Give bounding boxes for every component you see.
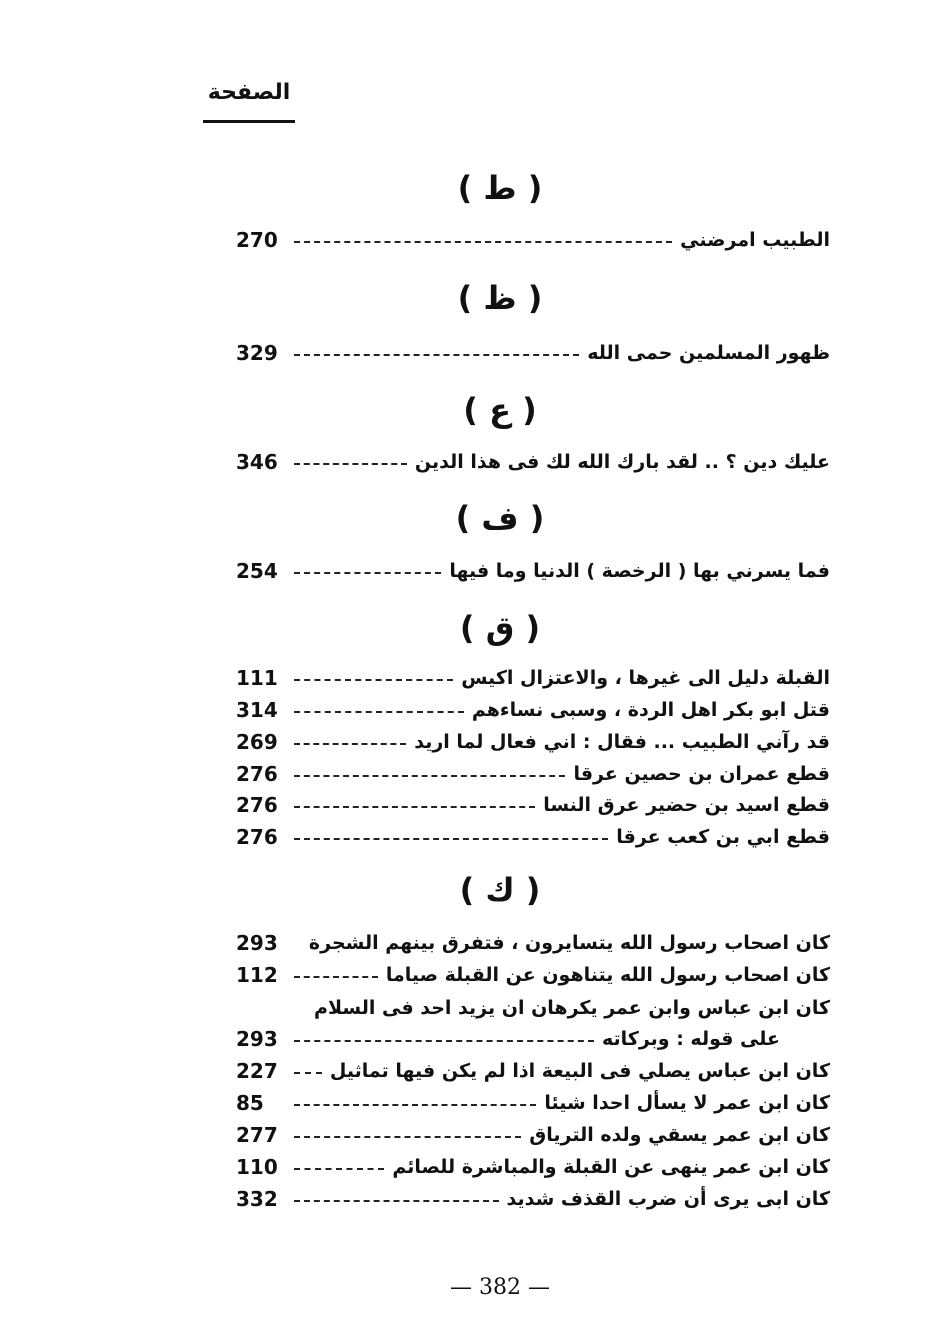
leader-dots — [294, 976, 378, 978]
leader-dots — [294, 806, 535, 808]
entry-page-number: 276 — [236, 762, 278, 786]
index-entry — [236, 1120, 830, 1150]
entry-page-number: 110 — [236, 1155, 278, 1179]
index-entry — [236, 928, 830, 958]
entry-page-number: 276 — [236, 793, 278, 817]
leader-dots — [294, 572, 441, 574]
entry-title: فما يسرني بها ( الرخصة ) الدنيا وما فيها — [449, 560, 830, 582]
index-entry — [236, 822, 830, 852]
entry-title: كان ابن عباس يصلي فى البيعة اذا لم يكن فيها تماثيل — [329, 1060, 830, 1082]
entry-title: كان ابى يرى أن ضرب القذف شديد — [506, 1188, 830, 1210]
entry-page-number: 329 — [236, 341, 278, 365]
entry-page-number: 276 — [236, 825, 278, 849]
index-entry — [236, 225, 830, 255]
entry-title: كان اصحاب رسول الله يتناهون عن القبلة صياما — [385, 964, 830, 986]
leader-dots — [294, 1136, 521, 1138]
entry-title: الطبيب امرضني — [680, 229, 830, 251]
page-number-footer: — 382 — — [450, 1275, 550, 1300]
leader-dots — [294, 743, 406, 745]
entry-title: قطع اسيد بن حضير عرق النسا — [543, 794, 830, 816]
section-letter-kaf: ( ك ) — [459, 871, 541, 909]
leader-dots — [294, 1040, 594, 1042]
leader-dots — [294, 241, 672, 243]
leader-dots — [294, 679, 453, 681]
leader-dots — [294, 463, 407, 465]
entry-title: كان ابن عمر لا يسأل احدا شيئا — [544, 1092, 830, 1114]
entry-page-number: 112 — [236, 963, 278, 987]
entry-title: قطع ابي بن كعب عرقا — [616, 826, 830, 848]
entry-page-number: 254 — [236, 559, 278, 583]
index-entry — [236, 1184, 830, 1214]
entry-page-number: 314 — [236, 698, 278, 722]
header-underline — [203, 120, 295, 123]
leader-dots — [294, 1168, 384, 1170]
entry-title: ظهور المسلمين حمى الله — [587, 342, 830, 364]
entry-title: قد رآني الطبيب ... فقال : اني فعال لما اريد — [414, 731, 830, 753]
entry-page-number: 277 — [236, 1123, 278, 1147]
entry-page-number: 346 — [236, 450, 278, 474]
leader-dots — [294, 1104, 536, 1106]
index-entry — [236, 727, 830, 757]
entry-title: القبلة دليل الى غيرها ، والاعتزال اكيس — [461, 667, 830, 689]
entry-page-number: 332 — [236, 1187, 278, 1211]
leader-dots — [294, 775, 565, 777]
entry-page-number: 270 — [236, 228, 278, 252]
section-letter-za: ( ظ ) — [457, 279, 543, 317]
entry-title: قطع عمران بن حصين عرقا — [573, 763, 830, 785]
index-entry — [236, 338, 830, 368]
entry-page-number: 269 — [236, 730, 278, 754]
index-entry — [236, 556, 830, 586]
section-letter-fa: ( ف ) — [455, 499, 545, 537]
entry-page-number: 111 — [236, 666, 278, 690]
entry-page-number: 293 — [236, 1027, 278, 1051]
leader-dots — [294, 711, 464, 713]
entry-page-number: 293 — [236, 931, 278, 955]
entry-title: على قوله : وبركاته — [601, 1028, 780, 1050]
index-entry-first-line: كان ابن عباس وابن عمر يكرهان ان يزيد احد فى السلام — [314, 997, 830, 1019]
index-entry — [236, 759, 830, 789]
entry-title: كان اصحاب رسول الله يتسايرون ، فتفرق بينهم الشجرة — [308, 932, 830, 954]
index-entry — [236, 790, 830, 820]
entry-title: كان ابن عمر يسقي ولده الترياق — [529, 1124, 830, 1146]
entry-title: كان ابن عمر ينهى عن القبلة والمباشرة للصائم — [392, 1156, 830, 1178]
entry-page-number: 85 — [236, 1091, 264, 1115]
index-entry — [236, 695, 830, 725]
index-entry — [236, 1088, 830, 1118]
leader-dots — [294, 1200, 499, 1202]
section-letter-ayn: ( ع ) — [463, 391, 537, 429]
index-entry — [236, 1056, 830, 1086]
entry-page-number: 227 — [236, 1059, 278, 1083]
page-column-header: الصفحة — [207, 80, 291, 105]
index-entry — [236, 447, 830, 477]
leader-dots — [294, 354, 579, 356]
section-letter-ta: ( ط ) — [457, 169, 543, 207]
leader-dots — [294, 1072, 322, 1074]
index-entry-continuation — [236, 1024, 830, 1054]
entry-title: قتل ابو بكر اهل الردة ، وسبى نساءهم — [471, 699, 830, 721]
leader-dots — [294, 838, 608, 840]
index-entry — [236, 663, 830, 693]
entry-title: عليك دين ؟ .. لقد بارك الله لك فى هذا الدين — [414, 451, 830, 473]
index-entry — [236, 1152, 830, 1182]
index-entry — [236, 960, 830, 990]
section-letter-qaf: ( ق ) — [459, 609, 541, 647]
